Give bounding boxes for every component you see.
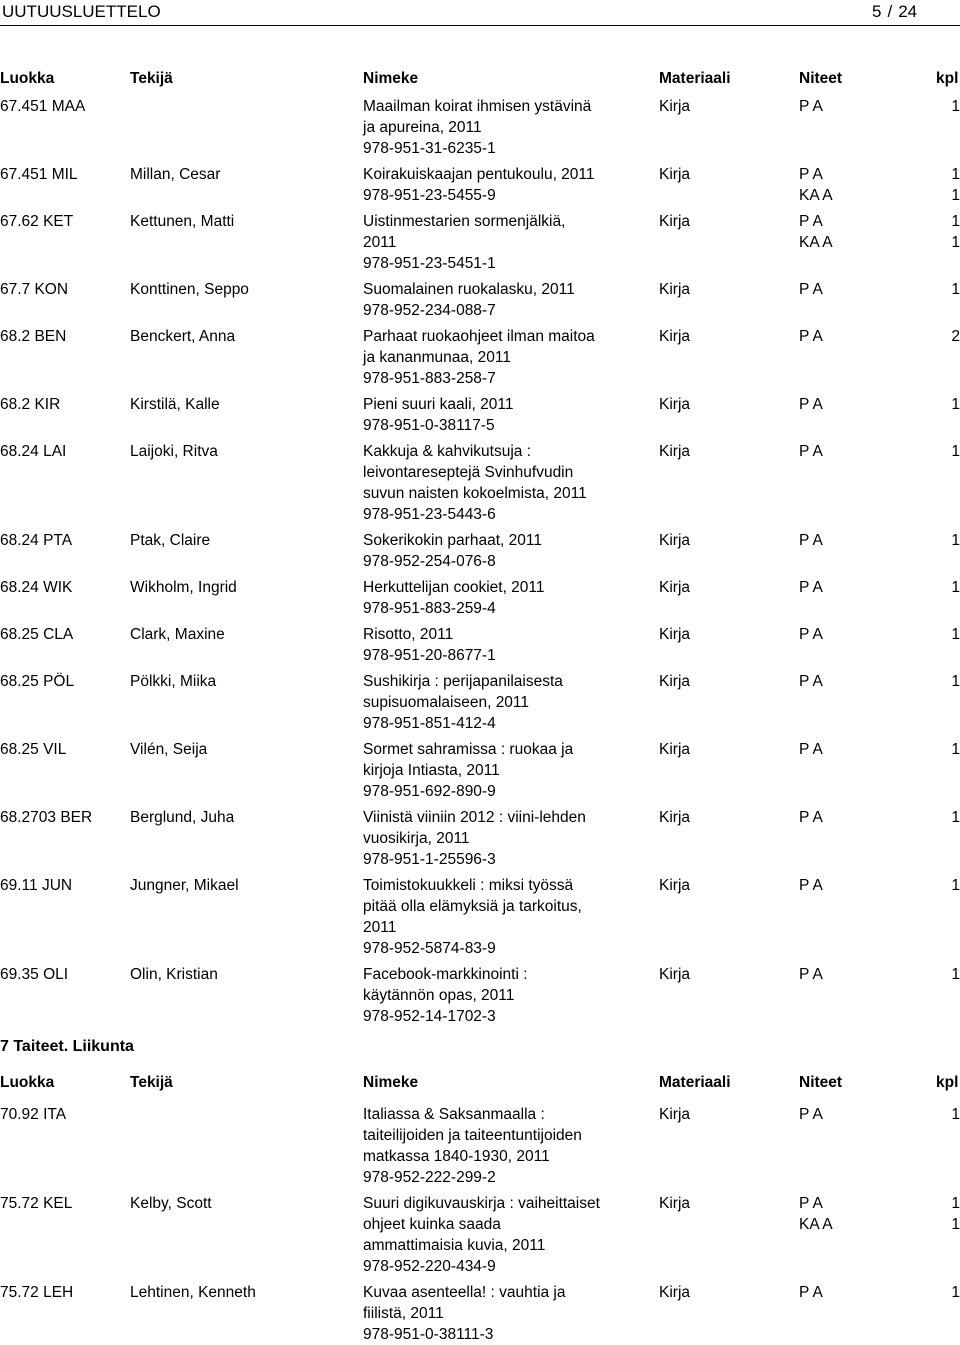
niteet-line: P A: [799, 579, 823, 596]
row-materiaali: Kirja: [659, 1106, 691, 1123]
nimeke-line: 978-951-0-38111-3: [363, 1326, 494, 1343]
nimeke-line: 978-951-20-8677-1: [363, 647, 496, 664]
row-luokka: 68.2703 BER: [0, 809, 93, 826]
nimeke-line: Herkuttelijan cookiet, 2011: [363, 579, 545, 596]
niteet-line: KA A: [799, 234, 833, 251]
niteet-line: P A: [799, 281, 823, 298]
row-tekija: Kettunen, Matti: [130, 213, 235, 230]
column-header-materiaali: Materiaali: [659, 1074, 731, 1091]
row-luokka: 68.24 LAI: [0, 443, 67, 460]
row-nimeke: [363, 441, 653, 525]
nimeke-line: 978-952-222-299-2: [363, 1169, 496, 1186]
row-kpl: [944, 96, 960, 117]
nimeke-line: 978-951-692-890-9: [363, 783, 496, 800]
row-niteet: [799, 875, 939, 896]
row-kpl: [944, 624, 960, 645]
row-luokka: 67.451 MIL: [0, 166, 78, 183]
kpl-line: 1: [951, 443, 960, 460]
kpl-line: 1: [951, 1284, 960, 1301]
niteet-line: P A: [799, 877, 823, 894]
row-niteet: [799, 739, 939, 760]
row-nimeke: [363, 211, 653, 274]
niteet-line: P A: [799, 673, 823, 690]
nimeke-line: ja kananmunaa, 2011: [363, 349, 511, 366]
row-luokka: 69.35 OLI: [0, 966, 69, 983]
row-kpl: [944, 1104, 960, 1125]
row-tekija: Konttinen, Seppo: [130, 281, 249, 298]
header-divider: [0, 25, 960, 26]
nimeke-line: Kakkuja & kahvikutsuja :: [363, 443, 532, 460]
column-header-tekija: Tekijä: [130, 1074, 173, 1091]
row-materiaali: Kirja: [659, 213, 691, 230]
row-nimeke: [363, 624, 653, 666]
row-nimeke: [363, 964, 653, 1027]
row-kpl: [944, 530, 960, 551]
row-tekija: Laijoki, Ritva: [130, 443, 218, 460]
row-materiaali: Kirja: [659, 673, 691, 690]
niteet-line: P A: [799, 396, 823, 413]
row-materiaali: Kirja: [659, 396, 691, 413]
row-nimeke: [363, 164, 653, 206]
row-niteet: [799, 394, 939, 415]
row-niteet: [799, 96, 939, 117]
nimeke-line: 978-952-5874-83-9: [363, 940, 496, 957]
niteet-line: P A: [799, 213, 823, 230]
row-luokka: 69.11 JUN: [0, 877, 73, 894]
column-header-niteet: Niteet: [799, 70, 843, 87]
row-kpl: [944, 577, 960, 598]
row-kpl: [944, 739, 960, 760]
row-kpl: [944, 807, 960, 828]
nimeke-line: Kuvaa asenteella! : vauhtia ja: [363, 1284, 566, 1301]
column-header-tekija: Tekijä: [130, 70, 173, 87]
row-nimeke: [363, 279, 653, 321]
row-luokka: 68.25 CLA: [0, 626, 74, 643]
nimeke-line: ja apureina, 2011: [363, 119, 482, 136]
row-materiaali: Kirja: [659, 741, 691, 758]
nimeke-line: Sokerikokin parhaat, 2011: [363, 532, 542, 549]
row-kpl: [944, 211, 960, 253]
kpl-line: 1: [951, 1106, 960, 1123]
row-materiaali: Kirja: [659, 166, 691, 183]
niteet-line: P A: [799, 532, 823, 549]
row-nimeke: [363, 671, 653, 734]
section-title: 7 Taiteet. Liikunta: [0, 1038, 134, 1055]
row-tekija: Berglund, Juha: [130, 809, 235, 826]
row-kpl: [944, 964, 960, 985]
row-luokka: 67.7 KON: [0, 281, 69, 298]
page-current: 5: [872, 2, 882, 21]
row-kpl: [944, 441, 960, 462]
niteet-line: P A: [799, 328, 823, 345]
kpl-line: 1: [951, 187, 960, 204]
row-niteet: [799, 326, 939, 347]
row-nimeke: [363, 530, 653, 572]
row-tekija: Vilén, Seija: [130, 741, 208, 758]
niteet-line: KA A: [799, 1216, 833, 1233]
page-number: [872, 1, 917, 23]
row-nimeke: [363, 807, 653, 870]
row-tekija: Millan, Cesar: [130, 166, 221, 183]
row-niteet: [799, 624, 939, 645]
nimeke-line: taiteilijoiden ja taiteentuntijoiden: [363, 1127, 582, 1144]
kpl-line: 1: [951, 877, 960, 894]
row-tekija: Kirstilä, Kalle: [130, 396, 220, 413]
nimeke-line: 978-952-14-1702-3: [363, 1008, 496, 1025]
niteet-line: P A: [799, 443, 823, 460]
kpl-line: 1: [951, 1195, 960, 1212]
row-materiaali: Kirja: [659, 579, 691, 596]
row-materiaali: Kirja: [659, 281, 691, 298]
nimeke-line: ammattimaisia kuvia, 2011: [363, 1237, 546, 1254]
nimeke-line: 978-952-254-076-8: [363, 553, 496, 570]
nimeke-line: Pieni suuri kaali, 2011: [363, 396, 514, 413]
kpl-line: 1: [951, 166, 960, 183]
nimeke-line: leivontareseptejä Svinhufvudin: [363, 464, 574, 481]
nimeke-line: Italiassa & Saksanmaalla :: [363, 1106, 545, 1123]
nimeke-line: Koirakuiskaajan pentukoulu, 2011: [363, 166, 595, 183]
row-materiaali: Kirja: [659, 328, 691, 345]
row-luokka: 68.25 PÖL: [0, 673, 75, 690]
nimeke-line: Parhaat ruokaohjeet ilman maitoa: [363, 328, 595, 345]
row-nimeke: [363, 1282, 653, 1345]
row-luokka: 68.24 WIK: [0, 579, 73, 596]
column-header-kpl: kpl: [936, 1074, 959, 1091]
row-niteet: [799, 279, 939, 300]
nimeke-line: 978-951-23-5455-9: [363, 187, 496, 204]
row-materiaali: Kirja: [659, 532, 691, 549]
row-luokka: 75.72 LEH: [0, 1284, 74, 1301]
kpl-line: 1: [951, 281, 960, 298]
nimeke-line: Viinistä viiniin 2012 : viini-lehden: [363, 809, 586, 826]
niteet-line: P A: [799, 966, 823, 983]
document-title: UUTUUSLUETTELO: [2, 2, 161, 21]
row-tekija: Pölkki, Miika: [130, 673, 217, 690]
column-header-niteet: Niteet: [799, 1074, 843, 1091]
page-header: [0, 0, 960, 24]
niteet-line: P A: [799, 1284, 823, 1301]
row-niteet: [799, 1193, 939, 1235]
niteet-line: P A: [799, 626, 823, 643]
column-header-luokka: Luokka: [0, 1074, 55, 1091]
nimeke-line: 978-951-31-6235-1: [363, 140, 496, 157]
row-materiaali: Kirja: [659, 1284, 691, 1301]
row-kpl: [944, 394, 960, 415]
row-materiaali: Kirja: [659, 966, 691, 983]
row-niteet: [799, 577, 939, 598]
row-kpl: [944, 1193, 960, 1235]
column-header-nimeke: Nimeke: [363, 70, 419, 87]
row-materiaali: Kirja: [659, 1195, 691, 1212]
kpl-line: 1: [951, 741, 960, 758]
row-nimeke: [363, 96, 653, 159]
niteet-line: KA A: [799, 187, 833, 204]
nimeke-line: fiilistä, 2011: [363, 1305, 444, 1322]
kpl-line: 1: [951, 532, 960, 549]
kpl-line: 1: [951, 626, 960, 643]
nimeke-line: matkassa 1840-1930, 2011: [363, 1148, 550, 1165]
kpl-line: 1: [951, 673, 960, 690]
row-kpl: [944, 671, 960, 692]
nimeke-line: kirjoja Intiasta, 2011: [363, 762, 500, 779]
nimeke-line: suvun naisten kokoelmista, 2011: [363, 485, 587, 502]
row-luokka: 68.24 PTA: [0, 532, 73, 549]
nimeke-line: Uistinmestarien sormenjälkiä,: [363, 213, 566, 230]
nimeke-line: Suomalainen ruokalasku, 2011: [363, 281, 575, 298]
row-niteet: [799, 164, 939, 206]
row-tekija: Jungner, Mikael: [130, 877, 239, 894]
row-kpl: [944, 1282, 960, 1303]
niteet-line: P A: [799, 809, 823, 826]
nimeke-line: Sormet sahramissa : ruokaa ja: [363, 741, 574, 758]
nimeke-line: supisuomalaiseen, 2011: [363, 694, 530, 711]
kpl-line: 1: [951, 213, 960, 230]
kpl-line: 1: [951, 98, 960, 115]
row-niteet: [799, 964, 939, 985]
niteet-line: P A: [799, 166, 823, 183]
nimeke-line: pitää olla elämyksiä ja tarkoitus,: [363, 898, 582, 915]
nimeke-line: Maailman koirat ihmisen ystävinä: [363, 98, 592, 115]
nimeke-line: 978-951-1-25596-3: [363, 851, 496, 868]
row-nimeke: [363, 326, 653, 389]
kpl-line: 1: [951, 1216, 960, 1233]
row-luokka: 68.2 BEN: [0, 328, 67, 345]
niteet-line: P A: [799, 741, 823, 758]
row-niteet: [799, 1104, 939, 1125]
row-luokka: 68.2 KIR: [0, 396, 61, 413]
column-header-row: [0, 1072, 960, 1094]
page-separator: /: [887, 2, 893, 21]
nimeke-line: 978-951-0-38117-5: [363, 417, 495, 434]
nimeke-line: 978-951-23-5451-1: [363, 255, 496, 272]
row-luokka: 67.451 MAA: [0, 98, 86, 115]
row-niteet: [799, 1282, 939, 1303]
kpl-line: 1: [951, 396, 960, 413]
row-nimeke: [363, 1104, 653, 1188]
row-kpl: [944, 875, 960, 896]
nimeke-line: 978-952-220-434-9: [363, 1258, 496, 1275]
nimeke-line: vuosikirja, 2011: [363, 830, 470, 847]
row-niteet: [799, 211, 939, 253]
nimeke-line: 978-952-234-088-7: [363, 302, 496, 319]
row-luokka: 67.62 KET: [0, 213, 74, 230]
niteet-line: P A: [799, 1195, 823, 1212]
row-tekija: Benckert, Anna: [130, 328, 236, 345]
nimeke-line: 978-951-883-259-4: [363, 600, 496, 617]
row-tekija: Kelby, Scott: [130, 1195, 212, 1212]
nimeke-line: Toimistokuukkeli : miksi työssä: [363, 877, 574, 894]
column-header-materiaali: Materiaali: [659, 70, 731, 87]
nimeke-line: ohjeet kuinka saada: [363, 1216, 501, 1233]
row-materiaali: Kirja: [659, 626, 691, 643]
nimeke-line: 2011: [363, 919, 397, 936]
row-tekija: Olin, Kristian: [130, 966, 218, 983]
nimeke-line: Suuri digikuvauskirja : vaiheittaiset: [363, 1195, 600, 1212]
niteet-line: P A: [799, 98, 823, 115]
row-materiaali: Kirja: [659, 877, 691, 894]
row-luokka: 68.25 VIL: [0, 741, 67, 758]
row-nimeke: [363, 577, 653, 619]
page-total: 24: [898, 2, 918, 21]
nimeke-line: Sushikirja : perijapanilaisesta: [363, 673, 563, 690]
nimeke-line: Risotto, 2011: [363, 626, 454, 643]
niteet-line: P A: [799, 1106, 823, 1123]
kpl-line: 1: [951, 966, 960, 983]
kpl-line: 1: [951, 579, 960, 596]
column-header-nimeke: Nimeke: [363, 1074, 419, 1091]
row-nimeke: [363, 739, 653, 802]
column-header-kpl: kpl: [936, 70, 959, 87]
kpl-line: 1: [951, 234, 960, 251]
nimeke-line: Facebook-markkinointi :: [363, 966, 528, 983]
row-luokka: 70.92 ITA: [0, 1106, 67, 1123]
row-niteet: [799, 671, 939, 692]
row-luokka: 75.72 KEL: [0, 1195, 73, 1212]
nimeke-line: käytännön opas, 2011: [363, 987, 515, 1004]
column-header-row: [0, 68, 960, 90]
row-niteet: [799, 807, 939, 828]
row-nimeke: [363, 1193, 653, 1277]
row-tekija: Lehtinen, Kenneth: [130, 1284, 256, 1301]
row-kpl: [944, 279, 960, 300]
row-kpl: [944, 326, 960, 347]
row-materiaali: Kirja: [659, 98, 691, 115]
row-nimeke: [363, 875, 653, 959]
row-nimeke: [363, 394, 653, 436]
nimeke-line: 2011: [363, 234, 397, 251]
nimeke-line: 978-951-851-412-4: [363, 715, 496, 732]
nimeke-line: 978-951-23-5443-6: [363, 506, 496, 523]
row-niteet: [799, 530, 939, 551]
row-materiaali: Kirja: [659, 809, 691, 826]
kpl-line: 1: [951, 809, 960, 826]
column-header-luokka: Luokka: [0, 70, 55, 87]
row-materiaali: Kirja: [659, 443, 691, 460]
row-tekija: Wikholm, Ingrid: [130, 579, 237, 596]
row-tekija: Ptak, Claire: [130, 532, 211, 549]
nimeke-line: 978-951-883-258-7: [363, 370, 496, 387]
row-niteet: [799, 441, 939, 462]
row-tekija: Clark, Maxine: [130, 626, 225, 643]
kpl-line: 2: [951, 328, 960, 345]
row-kpl: [944, 164, 960, 206]
